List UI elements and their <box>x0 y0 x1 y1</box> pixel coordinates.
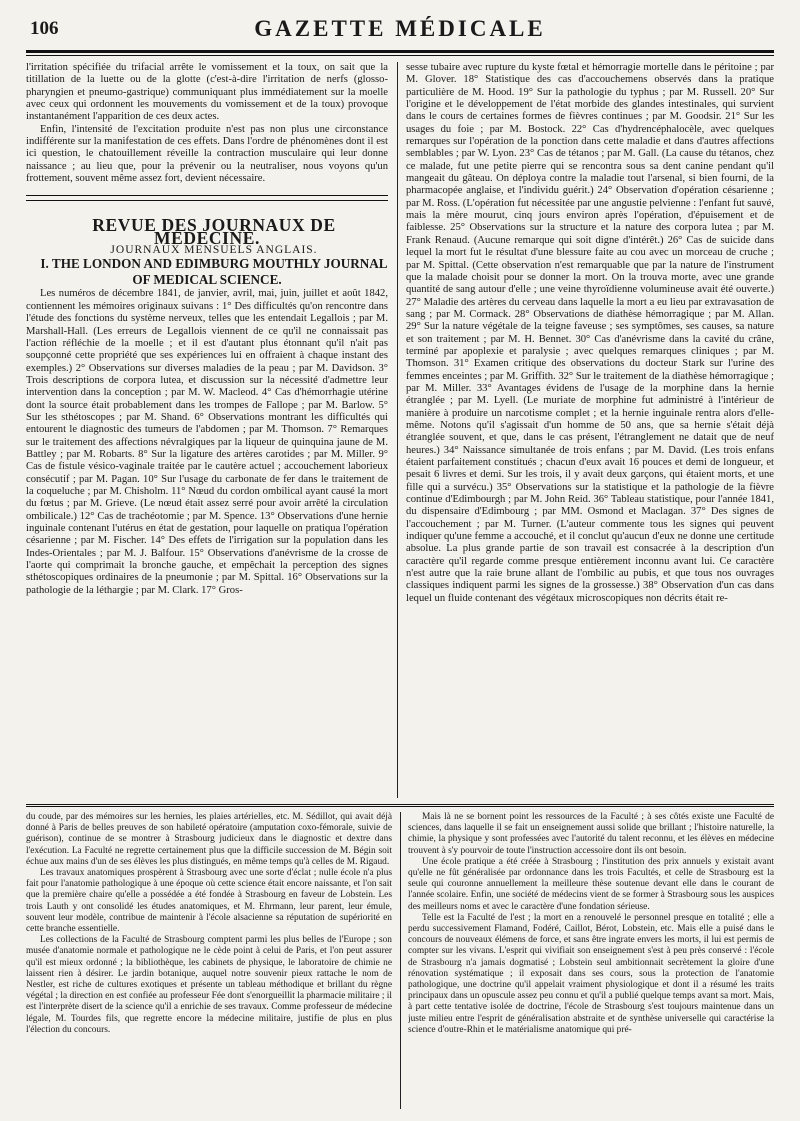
lower-right-paragraph-1: Mais là ne se bornent point les ressources de la Faculté ; à ses côtés existe une Faculté de sciences, dans laquelle il se fait un enseignement aussi solide que brillant ; l'histoire naturelle, la chimie, la physique y sont professées avec l'autorité du talent reconnu, et les élèves en médecine trouvent à s'y pourvoir de toute l'instruction accessoire dont ils ont besoin. <box>408 812 774 856</box>
intro-paragraph-1: l'irritation spécifiée du trifacial arrête le vomissement et la toux, on sait que la titillation de la luette ou de la glotte (c'est-à-dire l'irritation de nerfs (glosso-pharyngien et pneumo-gastrique) communiquant plus immédiatement sur la moelle avec ceux qui ordonnent les mouvements du vomissement et de la toux) provoque instantanément l'apparition de ces deux actes. <box>26 62 388 123</box>
lower-section <box>26 812 774 1109</box>
left-column <box>26 62 388 798</box>
review-title: REVUE DES JOURNAUX DE MÉDECINE. <box>92 215 336 248</box>
lower-left-column <box>26 812 392 1109</box>
lower-right-paragraph-3: Telle est la Faculté de l'est ; la mort en a renouvelé le personnel presque en totalité ; elle a perdu successivement Flamand, Fodéré, Caillot, Bérot, Lobstein, etc. Mais elle a puisé dans le concours de nouveaux élémens de force, et sans être ingrate envers les morts, il lui est permis de compter sur les vivans. L'esprit qui vivifiait son enseignement s'est à peu près conservé : l'école de Strasbourg n'a jamais dogmatisé ; Lobstein seul ambitionnait secrètement la gloire d'une rénovation systématique ; il exposait dans ses cours, sous la protection de l'anatomie pathologique, une doctrine qu'il appelait vraiment physiologique et dont il a résumé les traits principaux dans un opuscule assez peu connu et qu'il a publié quelque temps avant sa mort. Mais, à part cette tentative isolée de doctrine, l'école de Strasbourg s'est toujours maintenue dans un juste milieu entre l'esprit de généralisation abstraite et de synthèse universelle qui caractérise la science d'outre-Rhin et le matérialisme anatomique qui pré- <box>408 912 774 1035</box>
lower-left-paragraph-1: du coude, par des mémoires sur les hernies, les plaies artérielles, etc. M. Sédillot, qui avait déjà donné à Paris de belles preuves de son habileté opératoire (amputation coxo-fémorale, suivie de guérison), continue de se montrer à Strasbourg judicieux dans le diagnostic et dextre dans l'exécution. La Faculté ne regrette certainement plus que la difficile succession de M. Bégin soit échue aux mains d'un de ses élèves les plus distingués, en même temps qu'à celles de M. Rigaud. <box>26 812 392 867</box>
lower-left-paragraph-2: Les travaux anatomiques prospèrent à Strasbourg avec une sorte d'éclat ; nulle école n'a plus fait pour l'anatomie pathologique à une époque où cette science était encore naissante, et l'on sait que la première chaire qu'elle a possédée a été fondée à Strasbourg en faveur de Lobstein. Les trois Lauth y ont consolidé les études anatomiques, et M. Ehrmann, leur parent, leur émule, souvent leur modèle, contribue de maintenir à l'école alsacienne sa réputation de supériorité en cette branche essentielle. <box>26 868 392 935</box>
upper-section <box>26 62 774 798</box>
header-rule-thin <box>26 55 774 56</box>
header-rule <box>26 50 774 53</box>
right-paragraph-1: sesse tubaire avec rupture du kyste fœtal et hémorragie mortelle dans le péritoine ; par M. Glover. 18° Statistique des cas d'accouchemens observés dans la pratique particulière de M. Hood. 19° Sur la pathologie du typhus ; par M. Russell. 20° Sur l'origine et le développement de l'état morbide des glandes intestinales, qui survient dans le cours de certaines formes de fièvres continues ; par M. Goodsir. 21° Sur les usages du foie ; par M. Bostock. 22° Cas d'hydrencéphalocèle, avec quelques remarques sur l'opération de la ponction dans cette maladie et dans d'autres affections semblables ; par W. Lyon. 23° Cas de tétanos ; par M. Gall. (La cause du tétanos, chez ce malade, fut une petite pierre qui se rencontra sous sa dent canine pendant qu'il mangeait du gâteau. On déploya contre la maladie tout l'arsenal, si bien fourni, de la pharmacopée anglaise, et l'individu guérit.) 24° Observation d'opération césarienne ; par M. Ross. (L'opération fut nécessitée par une angustie pelvienne : l'enfant fut sauvé, mais la mère mourut, cinq jours environ après l'opération, d'épuisement et de faiblesse. 25° Observations sur la structure et la nature des corpora lutea ; par M. Frank Renaud. (Aucune remarque qui soit digne d'intérêt.) 26° Cas de suicide dans lequel la mort fut le résultat d'une blessure faite au cou avec un morceau de cruche ; par M. Spittal. (Cette observation n'est remarquable que par la nature de l'instrument que la malade choisit pour se donner la mort. On la trouva morte, avec une grande quantité de sang autour d'elle ; une veine thyroïdienne volumineuse avait été ouverte.) 27° Maladie des artères du cerveau dans laquelle la mort a eu lieu par extravasation de sang ; par M. Cormack. 28° Observations de diathèse hémorragique ; par M. Allan. 29° Sur la nature végétale de la teigne faveuse ; ses symptômes, ses causes, sa nature et son traitement ; par M. H. Bennet. 30° Cas d'anévrisme dans la cavité du crâne, terminé par apoplexie et paralysie ; avec quelques remarques cliniques ; par M. Thomson. 31° Examen critique des observations du docteur Stark sur l'urine des femmes enceintes ; par M. Griffith. 32° Sur le traitement de la diathèse hémorragique ; par M. Miller. 33° Avantages évidens de l'usage de la morphine dans la hernie étranglée ; par M. Lyell. (Le muriate de morphine fut administré à l'intérieur de manière à produire un narcotisme complet ; et la hernie inguinale rentra alors d'elle-même. Notons qu'il s'agissait d'un homme de 50 ans, que sa hernie s'était déjà étranglée souvent, et que, dans le cas présent, l'étranglement ne datait que de neuf heures.) 34° Naissance simultanée de trois enfans ; par M. David. (Les trois enfans étaient parfaitement constitués ; chacun d'eux avait 16 pouces et demi de longueur, et pesait 6 livres et demi. Sur les trois, il y avait deux garçons, qui étaient morts, et une fille qui a survécu.) 35° Observations sur la statistique et la pathologie de la fièvre continue d'Edimbourgh ; par M. John Reid. 36° Tableau statistique, pour l'année 1841, du dispensaire d'Edimbourg ; par MM. Osmond et Maclagan. 37° Des signes de l'accouchement ; par M. Turner. (L'auteur commente tous les signes qui peuvent indiquer qu'une femme a accouché, et il conclut qu'aucun d'eux ne donne une certitude absolue. La plus grande partie de son travail est consacrée à la description d'un caractère qu'il regarde comme presque entièrement inconnu avant lui. Ce caractère n'est autre que la raie brune allant de l'ombilic au pubis, et que tous nos ouvrages classiques indiquent parmi les signes de la grossesse.) 38° Observation d'un cas dans lequel un fluide contenant des végétaux microscopiques non décrits était re- <box>406 62 774 604</box>
body-paragraph-1: Les numéros de décembre 1841, de janvier, avril, mai, juin, juillet et août 1842, contiennent les mémoires originaux suivans : 1° Des difficultés qu'on rencontre dans l'étude des fonctions du système nerveux, telles que les entendait Legallois ; par M. Marshall-Hall. (Les erreurs de Legallois viennent de ce qu'il ne connaissait pas l'action réfléchie de la moelle ; et il est d'autant plus étonnant qu'il n'ait pas soupçonné cette propriété que ses expériences lui en offraient à chaque instant des exemples.) 2° Observations sur diverses maladies de la peau ; par M. Davidson. 3° Trois descriptions de corpora lutea, et discussion sur la nécessité d'admettre leur intervention dans la conception ; par M. W. Macleod. 4° Cas d'hémorrhagie utérine dont la source était probablement dans les trompes de Fallope ; par M. Barlow. 5° Sur les sthétoscopes ; par M. Shand. 6° Observations montrant les difficultés qui entourent le diagnostic des tumeurs de l'abdomen ; par M. Thomson. 7° Remarques sur le traitement des affections névralgiques par la liqueur de quinquina jaune de M. Battley ; par M. Robarts. 8° Sur la ligature des artères carotides ; par M. Miller. 9° Cas de fistule vésico-vaginale traitée par le cautère actuel ; accouchement laborieux consécutif ; par M. Pagan. 10° Sur l'usage du carbonate de fer dans le traitement de la coqueluche ; par M. Chisholm. 11° Nœud du cordon ombilical ayant causé la mort du fœtus ; par M. Grieve. (Le nœud était assez serré pour avoir arrêté la circulation ombilicale.) 12° Cas de trachéotomie ; par M. Spence. 13° Observations d'une hernie inguinale contenant l'utérus en état de gestation, pour laquelle on pratiqua l'opération césarienne ; par M. Fischer. 14° Des effets de l'irrigation sur la population dans les Indes-Orientales ; par M. J. Balfour. 15° Observations d'anévrisme de la crosse de l'aorte qui comprimait la bronche gauche, et empêchait la perception des signes sthétoscopiques ordinaires de la pneumonie ; par M. Spittal. 16° Observations sur la pathologie de la léthargie ; par M. Clark. 17° Gros- <box>26 288 388 596</box>
journal-title: GAZETTE MÉDICALE <box>254 16 546 41</box>
section-title: I. THE LONDON AND EDIMBURG MOUTHLY JOURNAL OF MEDICAL SCIENCE. <box>40 256 388 288</box>
lower-left-paragraph-3: Les collections de la Faculté de Strasbourg comptent parmi les plus belles de l'Europe ; son musée d'anatomie normale et pathologique ne le cède point à celui de Paris, et l'on peut assurer qu'il est mieux ordonné ; la bibliothèque, les cabinets de physique, le laboratoire de chimie ne laissent rien à désirer. Le jardin botanique, auquel notre souvenir pieux rattache le nom de Nestler, est riche de cultures exotiques et présente un tableau méthodique et brillant du règne végétal ; la direction en est confiée au professeur Fée dont s'enorgueillit la pharmacie militaire ; il est l'interprète disert de la science qu'il a enrichie de ses travaux. Comme professeur de médecine légale, M. Tourdes fils, que regrette encore la médecine militaire, justifie de plus en plus l'élection du concours. <box>26 935 392 1035</box>
horizontal-separator <box>26 804 774 807</box>
lower-column-divider <box>400 812 401 1109</box>
intro-paragraph-2: Enfin, l'intensité de l'excitation produite n'est pas non plus une circonstance indifférente sur la manifestation de ces effets. Dans l'ordre de phénomènes dont il est ici question, le chatouillement réveille la contraction musculaire qui leur donne naissance ; au lieu que, pour la prévenir ou la neutraliser, nous voyons qu'un frottement, souvent même assez fort, devient nécessaire. <box>26 123 388 185</box>
lower-right-paragraph-2: Une école pratique a été créée à Strasbourg ; l'institution des prix annuels y existait avant qu'elle ne fût généralisée par ordonnance dans les trois Facultés, et celle de Strasbourg est la seule qui couronne annuellement la meilleure thèse soutenue devant elle dans le courant de l'année scolaire. Enfin, une société de médecins vient de se former à Strasbourg sous les auspices des meilleurs noms et avec le caractère d'une fondation sérieuse. <box>408 856 774 912</box>
section-separator <box>26 195 388 201</box>
page-number: 106 <box>30 18 59 39</box>
page-header <box>26 14 774 54</box>
lower-right-column <box>408 812 774 1109</box>
right-column <box>406 62 774 798</box>
review-subtitle: JOURNAUX MENSUELS ANGLAIS. <box>110 244 318 257</box>
newspaper-page <box>26 14 774 1109</box>
column-divider <box>397 62 398 798</box>
